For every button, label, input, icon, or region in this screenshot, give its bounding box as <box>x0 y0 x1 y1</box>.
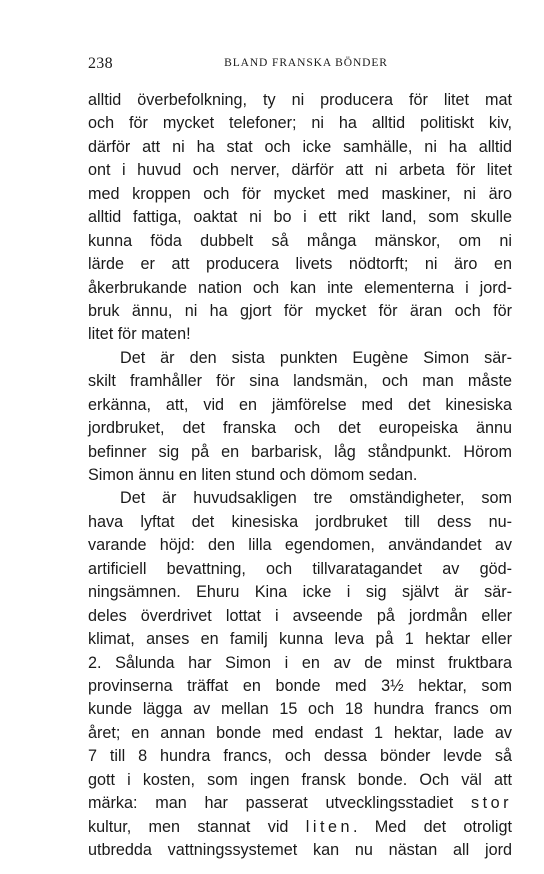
page-number: 238 <box>88 55 113 72</box>
text-line: kunna föda dubbelt så många mänskor, om ni <box>88 231 512 250</box>
text-segment: märka: man har passerat utvecklingsstadiet <box>88 794 454 813</box>
text-line: lärde er att producera livets nödtorft; ni äro en <box>88 255 512 274</box>
text-line: därför att ni ha stat och icke samhälle, ni ha alltid <box>88 137 512 156</box>
text-line: litet för maten! <box>88 325 191 344</box>
text-line: ont i huvud och nerver, därför att ni arbeta för litet <box>88 161 512 180</box>
paragraph-start-line: Det är huvudsakligen tre omständigheter, som <box>120 489 512 508</box>
text-line: Simon ännu en liten stund och dömom sedan. <box>88 466 418 484</box>
paragraph-start-line: Det är den sista punkten Eugène Simon sär- <box>120 348 512 367</box>
text-line: deles överdrivet lottat i avseende på jordmån eller <box>88 606 512 625</box>
text-line: åkerbrukande nation och kan inte elementerna i jord- <box>88 278 512 297</box>
emphasized-word: liten <box>305 817 353 836</box>
text-line <box>88 816 512 839</box>
text-line: 7 till 8 hundra francs, och dessa bönder levde så <box>88 747 512 766</box>
text-line: provinserna träffat en bonde med 3½ hektar, som <box>88 676 512 695</box>
text-segment: kultur, men stannat vid <box>88 817 289 836</box>
text-line: utbredda vattningssystemet kan nu nästan all jord <box>88 841 512 859</box>
page-header <box>88 55 512 81</box>
text-line: gott i kosten, som ingen fransk bonde. Och väl att <box>88 770 512 789</box>
text-line: hava lyftat det kinesiska jordbruket till dess nu- <box>88 512 512 531</box>
text-line: klimat, anses en familj kunna leva på 1 hektar eller <box>88 630 512 649</box>
text-line: kunde lägga av mellan 15 och 18 hundra francs om <box>88 700 512 719</box>
text-line: alltid fattiga, oaktat ni bo i ett rikt land, som skulle <box>88 208 512 227</box>
text-line: året; en annan bonde med endast 1 hektar, lade av <box>88 723 512 742</box>
running-head: BLAND FRANSKA BÖNDER <box>224 57 388 69</box>
text-line: varande höjd: den lilla egendomen, användandet av <box>88 536 512 555</box>
text-line: erkänna, att, vid en jämförelse med det kinesiska <box>88 395 512 414</box>
text-line: artificiell bevattning, och tillvaratagandet av göd- <box>88 559 512 578</box>
text-line: befinner sig på en barbarisk, låg ståndpunkt. Hörom <box>88 442 512 461</box>
text-line: ningsämnen. Ehuru Kina icke i sig självt är sär- <box>88 583 512 602</box>
text-line <box>88 792 512 815</box>
emphasized-word: stor <box>471 794 513 813</box>
body-text <box>88 89 512 862</box>
text-line: bruk ännu, ni ha gjort för mycket för äran och för <box>88 301 512 320</box>
text-line: 2. Sålunda har Simon i en av de minst fruktbara <box>88 653 512 672</box>
text-line: och för mycket telefoner; ni ha alltid politiskt kiv, <box>88 114 512 133</box>
text-segment: . Med det otroligt <box>352 817 513 836</box>
text-line: jordbruket, det franska och det europeiska ännu <box>88 419 512 438</box>
text-line: skilt framhåller för sina landsmän, och man måste <box>88 372 512 391</box>
text-line: alltid överbefolkning, ty ni producera för litet mat <box>88 91 512 109</box>
text-line: med kroppen och för mycket med maskiner, ni äro <box>88 184 512 203</box>
